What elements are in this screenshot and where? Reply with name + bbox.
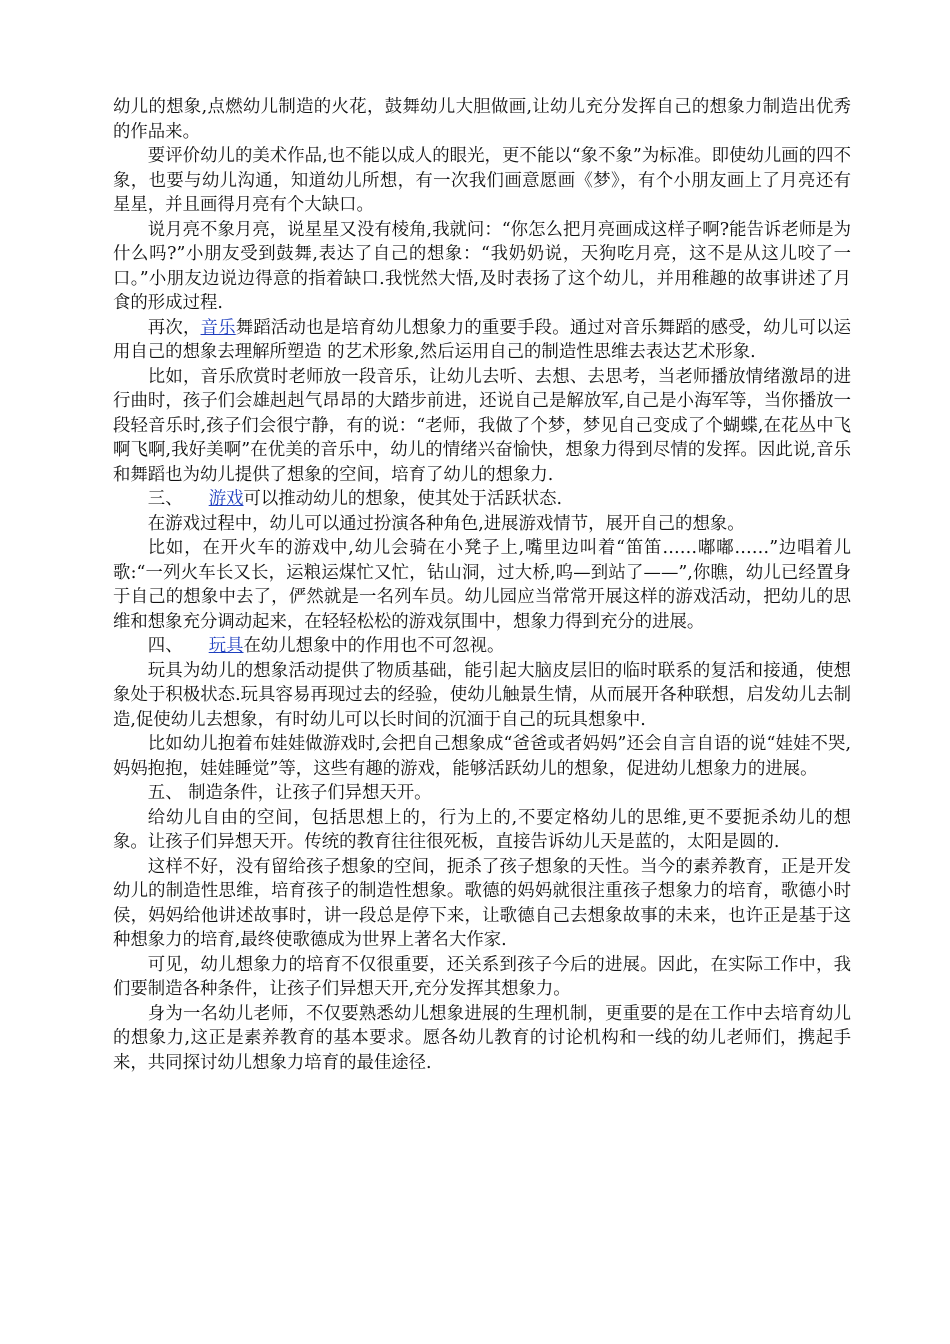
paragraph: 身为一名幼儿老师，不仅要熟悉幼儿想象进展的生理机制，更重要的是在工作中去培育幼儿的想象力,这正是素养教育的基本要求。愿各幼儿教育的讨论机构和一线的幼儿老师们，携起手来，共同探讨幼儿想象力培育的最佳途径.: [113, 1003, 851, 1073]
document-page: [113, 95, 851, 1075]
section-heading: [113, 634, 851, 659]
paragraph: 比如，音乐欣赏时老师放一段音乐，让幼儿去听、去想、去思考，当老师播放情绪激昂的进行曲时，孩子们会雄赳赳气昂昂的大踏步前进，还说自己是解放军,自己是小海军等，当你播放一段轻音乐时,孩子们会很宁静，有的说：“老师，我做了个梦，梦见自己变成了个蝴蝶,在花丛中飞啊飞啊,我好美啊”在优美的音乐中，幼儿的情绪兴奋愉快，想象力得到尽情的发挥。因此说,音乐和舞蹈也为幼儿提供了想象的空间，培育了幼儿的想象力.: [113, 366, 851, 485]
paragraph: 要评价幼儿的美术作品,也不能以成人的眼光，更不能以“象不象”为标准。即使幼儿画的四不象，也要与幼儿沟通，知道幼儿所想，有一次我们画意愿画《梦》，有个小朋友画上了月亮还有星星，并且画得月亮有个大缺口。: [113, 146, 851, 215]
toy-link[interactable]: 玩具: [208, 636, 244, 656]
paragraph-text: 在幼儿想象中的作用也不可忽视。: [243, 636, 505, 656]
paragraph: 说月亮不象月亮，说星星又没有棱角,我就问：“你怎么把月亮画成这样子啊?能告诉老师是为什么吗?”小朋友受到鼓舞,表达了自己的想象：“我奶奶说，天狗吃月亮，这不是从这儿咬了一口。”小朋友边说边得意的指着缺口.我恍然大悟,及时表扬了这个幼儿，并用稚趣的故事讲述了月食的形成过程.: [113, 219, 851, 313]
section-heading: [113, 487, 851, 512]
paragraph: 比如幼儿抱着布娃娃做游戏时,会把自己想象成“爸爸或者妈妈”还会自言自语的说“娃娃不哭,妈妈抱抱，娃娃睡觉”等，这些有趣的游戏，能够活跃幼儿的想象，促进幼儿想象力的进展。: [113, 734, 851, 779]
paragraph: 在游戏过程中，幼儿可以通过扮演各种角色,进展游戏情节，展开自己的想象。: [147, 513, 745, 534]
paragraph: 给幼儿自由的空间，包括思想上的，行为上的,不要定格幼儿的思维,更不要扼杀幼儿的想象。让孩子们异想天开。传统的教育往往很死板，直接告诉幼儿天是蓝的，太阳是圆的.: [113, 807, 851, 852]
paragraph-text: 再次，: [147, 317, 201, 338]
paragraph: 可见，幼儿想象力的培育不仅很重要，还关系到孩子今后的进展。因此，在实际工作中，我们要制造各种条件，让孩子们异想天开,充分发挥其想象力。: [113, 954, 851, 999]
paragraph: 这样不好，没有留给孩子想象的空间，扼杀了孩子想象的天性。当今的素养教育，正是开发幼儿的制造性思维，培育孩子的制造性想象。歌德的妈妈就很注重孩子想象力的培育，歌德小时侯，妈妈给他讲述故事时，讲一段总是停下来，让歌德自己去想象故事的未来，也许正是基于这种想象力的培育,最终使歌德成为世界上著名大作家.: [113, 856, 851, 950]
section-number: 四、: [147, 636, 183, 656]
paragraph: [113, 316, 851, 365]
section-number: 三、: [147, 489, 183, 509]
paragraph-text: 可以推动幼儿的想象，使其处于活跃状态.: [243, 489, 563, 509]
paragraph: 比如，在开火车的游戏中,幼儿会骑在小凳子上,嘴里边叫着“笛笛……嘟嘟……”边唱着儿歌:“一列火车长又长，运粮运煤忙又忙，钻山洞，过大桥,呜—到站了——”,你瞧，幼儿已经置身于自己的想象中去了，俨然就是一名列车员。幼儿园应当常常开展这样的游戏活动，把幼儿的思维和想象充分调动起来，在轻轻松松的游戏氛围中，想象力得到充分的进展。: [113, 538, 851, 632]
music-link[interactable]: 音乐: [200, 317, 236, 338]
paragraph: 玩具为幼儿的想象活动提供了物质基础，能引起大脑皮层旧的临时联系的复活和接通，使想象处于积极状态.玩具容易再现过去的经验，使幼儿触景生情，从而展开各种联想，启发幼儿去制造,促使幼儿去想象，有时幼儿可以长时间的沉湎于自己的玩具想象中.: [113, 660, 851, 730]
paragraph: 幼儿的想象,点燃幼儿制造的火花，鼓舞幼儿大胆做画,让幼儿充分发挥自己的想象力制造出优秀的作品来。: [113, 97, 851, 142]
section-heading: 五、 制造条件，让孩子们异想天开。: [147, 783, 432, 803]
game-link[interactable]: 游戏: [208, 489, 244, 509]
paragraph-text: 舞蹈活动也是培育幼儿想象力的重要手段。通过对音乐舞蹈的感受，幼儿可以运用自己的想象去理解所塑造 的艺术形象,然后运用自己的制造性思维去表达艺术形象.: [113, 317, 851, 362]
